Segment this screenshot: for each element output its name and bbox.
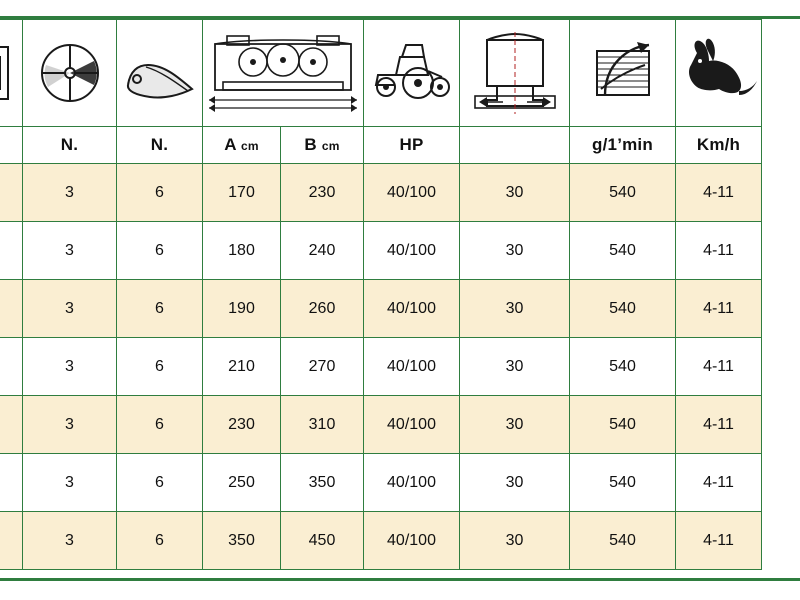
cell-speed: 4-11	[676, 338, 762, 396]
cell-weight	[0, 164, 23, 222]
cell-weight	[0, 222, 23, 280]
mulcher-front-view-icon-cell	[203, 20, 364, 127]
cell-hp: 40/100	[364, 280, 460, 338]
table-row	[0, 164, 800, 222]
cell-weight	[0, 454, 23, 512]
table-row	[0, 512, 800, 570]
cell-speed: 4-11	[676, 164, 762, 222]
cell-a: 190	[203, 280, 281, 338]
blade-icon-cell	[117, 20, 203, 127]
cell-discs: 3	[23, 396, 117, 454]
header-cell-hp	[364, 127, 460, 164]
cell-b: 450	[281, 512, 364, 570]
cell-offset: 30	[460, 512, 570, 570]
hare-speed-icon	[677, 31, 761, 115]
cell-rpm: 540	[570, 164, 676, 222]
header-label: A	[224, 135, 237, 154]
cell-discs: 3	[23, 454, 117, 512]
spec-table	[0, 19, 800, 570]
cell-hp: 40/100	[364, 396, 460, 454]
header-unit: cm	[241, 139, 259, 153]
cell-blades: 6	[117, 222, 203, 280]
table-row	[0, 396, 800, 454]
cell-blades: 6	[117, 280, 203, 338]
cell-b: 230	[281, 164, 364, 222]
machine-body-icon	[0, 31, 16, 115]
cell-speed: 4-11	[676, 454, 762, 512]
cell-a: 350	[203, 512, 281, 570]
cell-b: 350	[281, 454, 364, 512]
mulcher-front-view-icon	[205, 30, 361, 116]
cell-offset: 30	[460, 164, 570, 222]
rotor-disc-icon	[32, 31, 108, 115]
header-label: Km/h	[696, 135, 741, 154]
cell-blades: 6	[117, 512, 203, 570]
cell-discs: 3	[23, 338, 117, 396]
cell-b: 310	[281, 396, 364, 454]
cell-discs: 3	[23, 280, 117, 338]
cell-blades: 6	[117, 454, 203, 512]
cell-speed: 4-11	[676, 222, 762, 280]
offset-shift-icon-cell	[460, 20, 570, 127]
cell-offset: 30	[460, 280, 570, 338]
table-row	[0, 338, 800, 396]
cell-a: 230	[203, 396, 281, 454]
cell-discs: 3	[23, 222, 117, 280]
header-label: N.	[150, 135, 169, 154]
cell-discs: 3	[23, 512, 117, 570]
cell-blades: 6	[117, 164, 203, 222]
cell-rpm: 540	[570, 338, 676, 396]
cell-offset: 30	[460, 396, 570, 454]
table-row	[0, 280, 800, 338]
cell-rpm: 540	[570, 280, 676, 338]
machine-body-icon-cell	[0, 20, 23, 127]
cell-offset: 30	[460, 338, 570, 396]
cell-hp: 40/100	[364, 454, 460, 512]
header-cell-speed	[676, 127, 762, 164]
cell-speed: 4-11	[676, 280, 762, 338]
cell-a: 170	[203, 164, 281, 222]
cell-rpm: 540	[570, 512, 676, 570]
cell-b: 240	[281, 222, 364, 280]
header-cell-blades	[117, 127, 203, 164]
header-label: N.	[60, 135, 79, 154]
column-header-row	[0, 127, 800, 164]
icon-header-row	[0, 20, 800, 127]
cell-a: 210	[203, 338, 281, 396]
tractor-side-icon-cell	[364, 20, 460, 127]
cell-speed: 4-11	[676, 512, 762, 570]
header-label: HP	[399, 135, 424, 154]
cell-hp: 40/100	[364, 338, 460, 396]
header-cell-a	[203, 127, 281, 164]
cell-discs: 3	[23, 164, 117, 222]
cell-hp: 40/100	[364, 164, 460, 222]
cell-weight	[0, 512, 23, 570]
tractor-side-icon	[366, 31, 458, 115]
table-row	[0, 222, 800, 280]
table-row	[0, 454, 800, 512]
cell-a: 250	[203, 454, 281, 512]
header-unit: cm	[321, 139, 340, 153]
cell-weight	[0, 280, 23, 338]
cell-weight	[0, 338, 23, 396]
header-cell-discs	[23, 127, 117, 164]
cell-weight	[0, 396, 23, 454]
rotor-disc-icon-cell	[23, 20, 117, 127]
cell-blades: 6	[117, 396, 203, 454]
blade-icon	[120, 31, 200, 115]
cell-offset: 30	[460, 222, 570, 280]
header-cell-weight	[0, 127, 23, 164]
pto-rotation-icon	[583, 31, 663, 115]
cell-blades: 6	[117, 338, 203, 396]
hare-speed-icon-cell	[676, 20, 762, 127]
cell-rpm: 540	[570, 454, 676, 512]
spec-table-container	[0, 19, 800, 581]
cell-a: 180	[203, 222, 281, 280]
pto-rotation-icon-cell	[570, 20, 676, 127]
cell-speed: 4-11	[676, 396, 762, 454]
cell-hp: 40/100	[364, 222, 460, 280]
header-cell-offset	[460, 127, 570, 164]
cell-rpm: 540	[570, 222, 676, 280]
cell-rpm: 540	[570, 396, 676, 454]
header-cell-b	[281, 127, 364, 164]
cell-b: 270	[281, 338, 364, 396]
cell-offset: 30	[460, 454, 570, 512]
header-cell-rpm	[570, 127, 676, 164]
cell-hp: 40/100	[364, 512, 460, 570]
header-label: B	[304, 135, 317, 154]
offset-shift-icon	[463, 30, 567, 116]
cell-b: 260	[281, 280, 364, 338]
header-label: g/1’min	[592, 135, 653, 154]
